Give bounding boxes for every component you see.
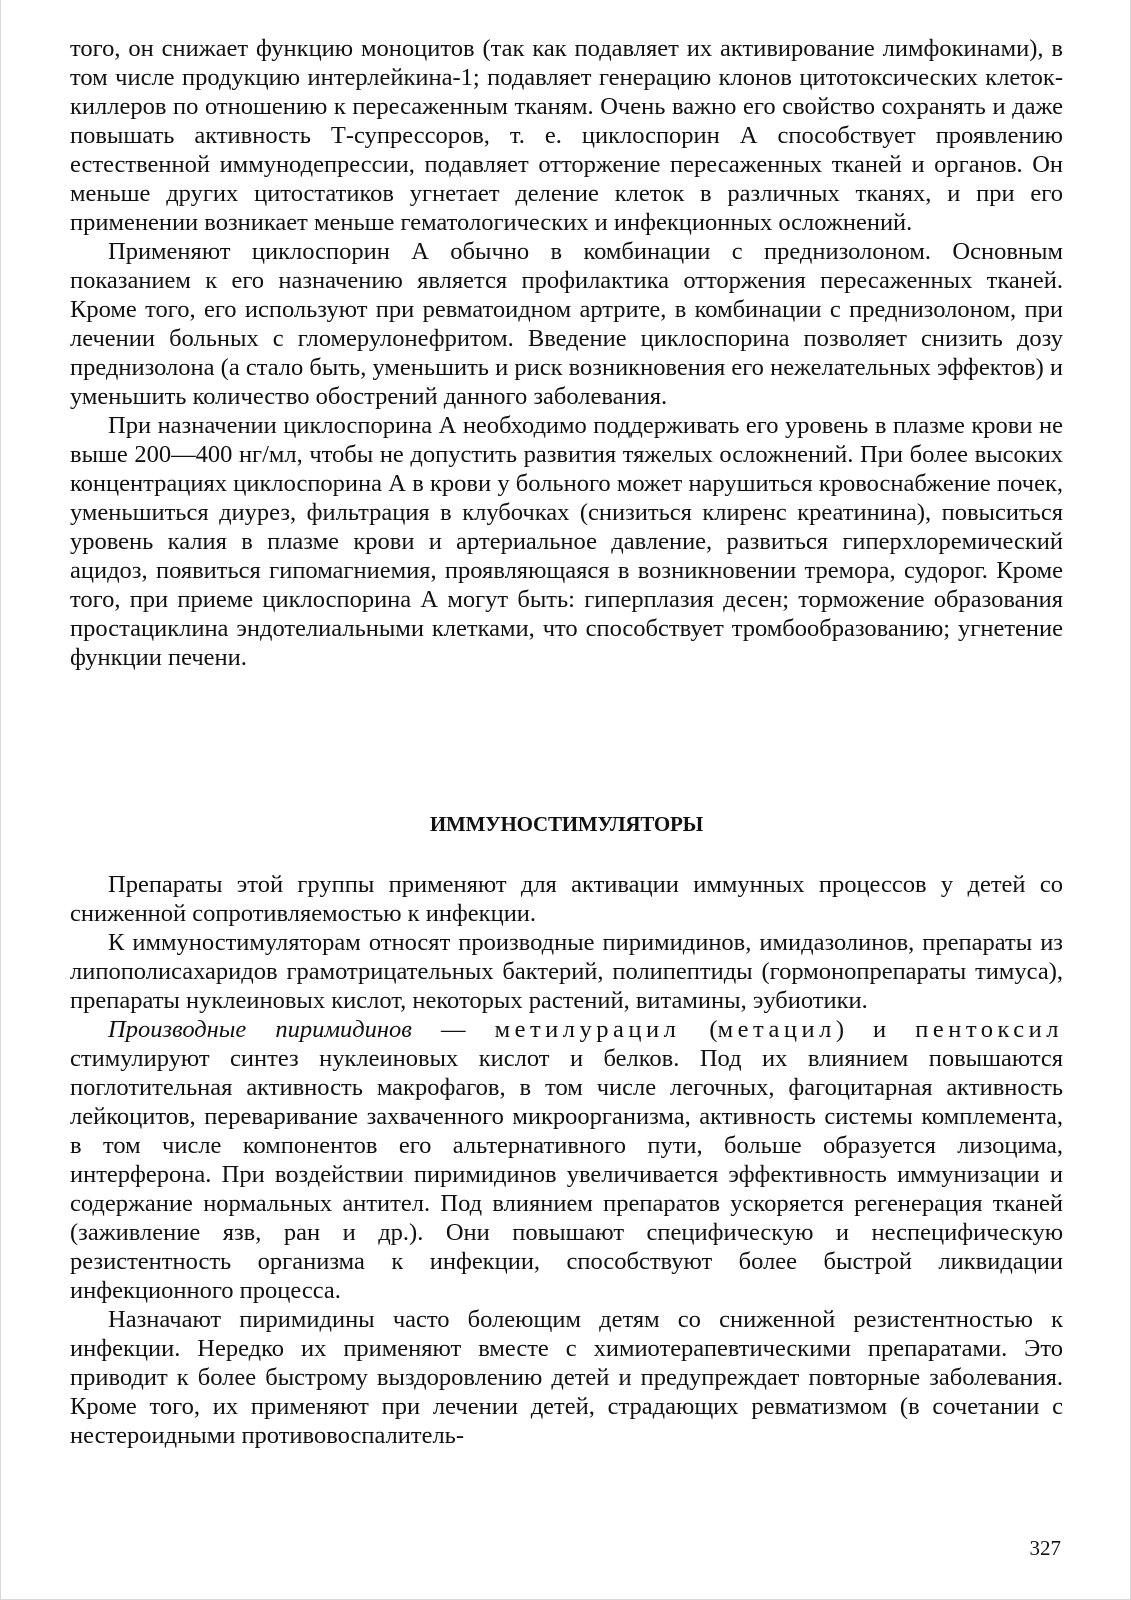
text-run: ( [680,1016,718,1043]
paragraph: Применяют циклоспорин А обычно в комбинации с преднизолоном. Основным показанием к его назначению является профилактика отторжения пересаженных тканей. Кроме того, его используют при ревматоидном артрите, в комбинации с преднизолоном, при лечении больных с гломерулонефритом. Введение циклоспорина позволяет снизить дозу преднизолона (а стало быть, уменьшить и риск возникновения его нежелательных эффектов) и уменьшить количество обострений данного заболевания. [70,238,1063,410]
paragraph: Назначают пиримидины часто болеющим детям со сниженной резистентностью к инфекции. Нередко их применяют вместе с химиотерапевтическими препаратами. Это приводит к более быстрому выздоровлению детей и предупреждает повторные заболевания. Кроме того, их применяют при лечении детей, страдающих ревматизмом (в сочетании с нестероидными противовоспалитель- [70,1306,1063,1449]
text-run: ) и [835,1016,916,1043]
text-run: стимулируют синтез нуклеиновых кислот и белков. Под их влиянием повышаются поглотительная активность макрофагов, в том числе легочных, фагоцитарная активность лейкоцитов, переваривание захваченного микроорганизма, активность системы комплемента, в том числе компонентов его альтернативного пути, больше образуется лизоцима, интерферона. При воздействии пиримидинов увеличивается эффективность иммунизации и содержание нормальных антител. Под влиянием препаратов ускоряется регенерация тканей (заживление язв, ран и др.). Они повышают специфическую и неспецифическую резистентность организма к инфекции, способствуют более быстрой ликвидации инфекционного процесса. [70,1045,1063,1304]
paragraph: При назначении циклоспорина А необходимо поддерживать его уровень в плазме крови не выше 200—400 нг/мл, чтобы не допустить развития тяжелых осложнений. При более высоких концентрациях циклоспорина А в крови у больного может нарушиться кровоснабжение почек, уменьшиться диурез, фильтрация в клубочках (снизиться клиренс креатинина), повыситься уровень калия в плазме крови и артериальное давление, развиться гиперхлоремический ацидоз, появиться гипомагниемия, проявляющаяся в возникновении тремора, судорог. Кроме того, при приеме циклоспорина А могут быть: гиперплазия десен; торможение образования простациклина эндотелиальными клетками, что способствует тромбообразованию; угнетение функции печени. [70,412,1063,671]
paragraph: Препараты этой группы применяют для активации иммунных процессов у детей со сниженной сопротивляемостью к инфекции. [70,871,1063,927]
paragraph [70,1015,1063,1305]
drug-name: метацил [717,1016,836,1043]
text-block-cyclosporine [70,34,1063,672]
italic-term: Производные пиримидинов [108,1016,412,1043]
text-run: — [411,1016,495,1043]
paragraph: того, он снижает функцию моноцитов (так как подавляет их активирование лимфокинами), в том числе продукцию интерлейкина-1; подавляет генерацию клонов цитотоксических клеток-киллеров по отношению к пересаженным тканям. Очень важно его свойство сохранять и даже повышать активность Т-супрессоров, т. е. циклоспорин А способствует проявлению естественной иммунодепрессии, подавляет отторжение пересаженных тканей и органов. Он меньше других цитостатиков угнетает деление клеток в различных тканях, и при его применении возникает меньше гематологических и инфекционных осложнений. [70,35,1063,236]
page-number: 327 [1029,1536,1061,1560]
drug-name: пентоксил [915,1016,1063,1043]
paragraph: К иммуностимуляторам относят производные пиримидинов, имидазолинов, препараты из липополисахаридов грамотрицательных бактерий, полипептиды (гормонопрепараты тимуса), препараты нуклеиновых кислот, некоторых растений, витамины, эубиотики. [70,929,1063,1014]
section-heading: ИММУНОСТИМУЛЯТОРЫ [429,812,704,836]
drug-name: метилурацил [494,1016,681,1043]
text-block-immunostimulators [70,870,1063,1450]
